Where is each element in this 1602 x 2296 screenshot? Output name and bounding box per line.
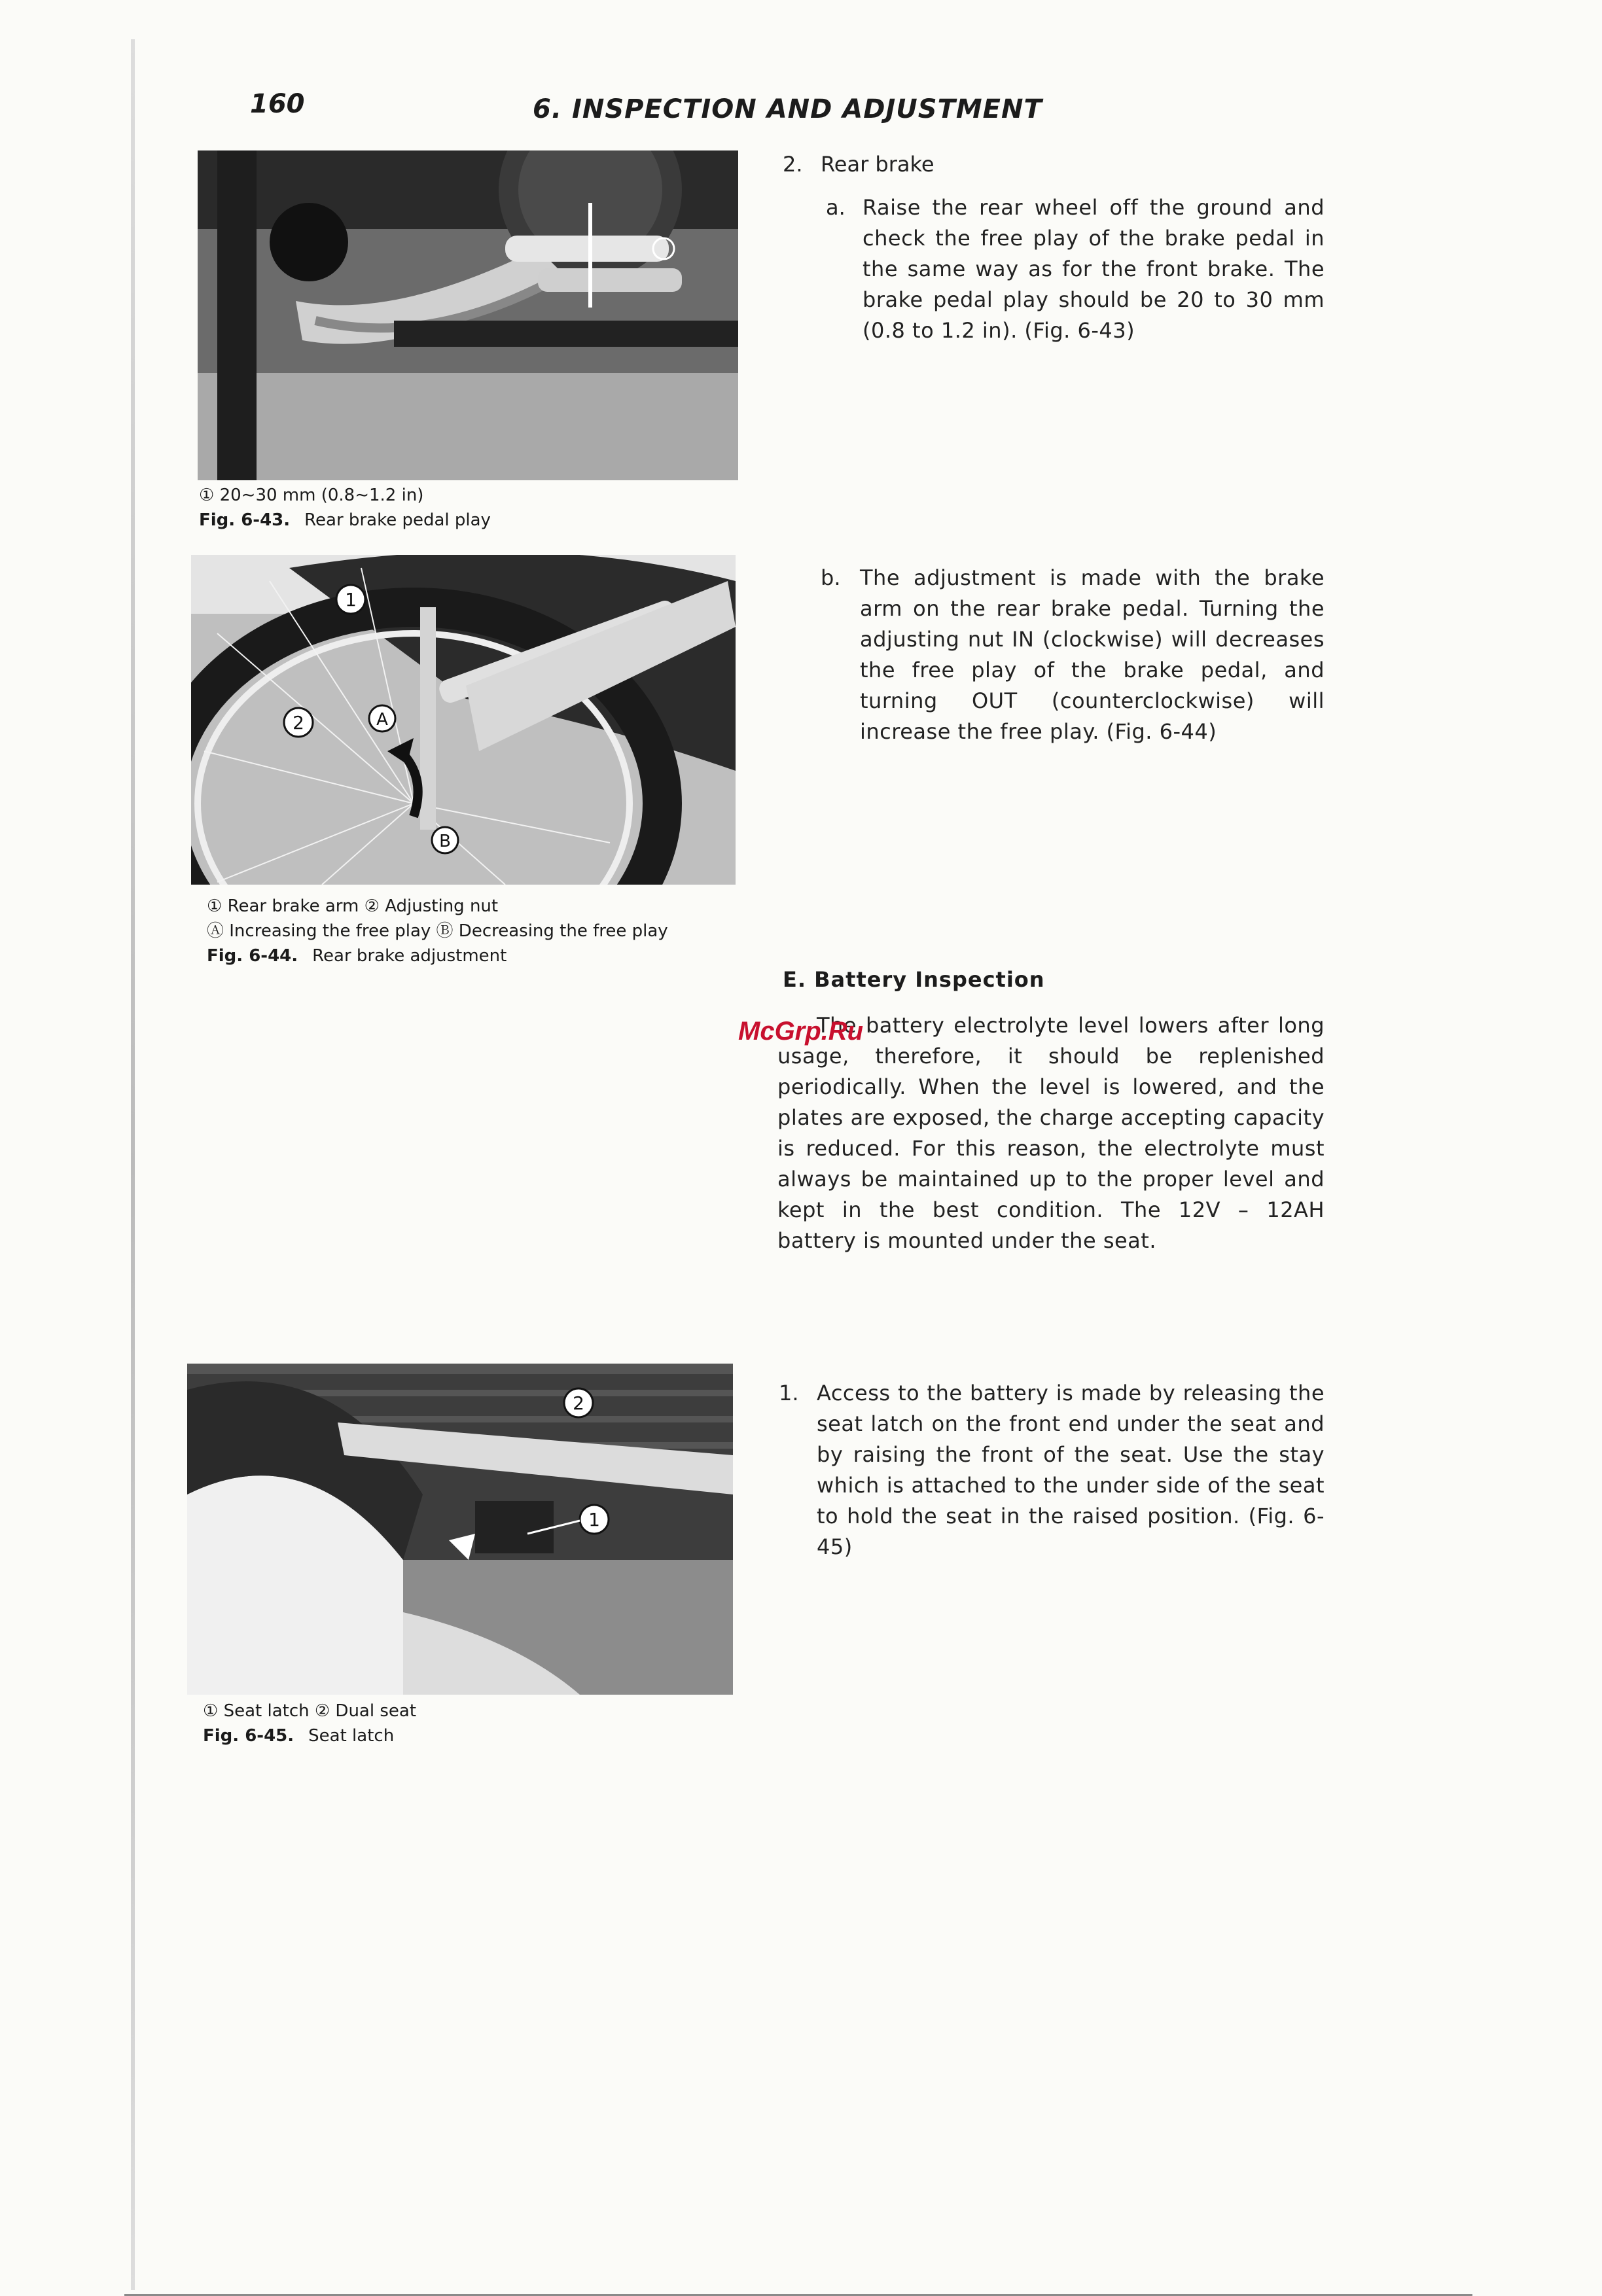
step-1-label: 1. (779, 1381, 799, 1405)
fig-6-43-title-line (199, 508, 491, 533)
fig-6-43-callouts: ① 20∼30 mm (0.8∼1.2 in) (199, 486, 424, 505)
watermark: McGrp.Ru (738, 1017, 864, 1046)
brake-adjustment-illustration (191, 555, 736, 885)
fig-6-44-marker-2: 2 (293, 712, 304, 733)
item-b-label: b. (821, 565, 841, 590)
fig-6-45-marker-2: 2 (573, 1392, 584, 1414)
step-1-text: Access to the battery is made by releasing the seat latch on the front end under the seat and by raising the front of the seat. Use the stay which is attached to the under side of the seat to hold the seat in the raised position. (Fig. 6-45) (817, 1381, 1325, 1559)
fig-6-43-photo (198, 150, 738, 480)
fig-6-45-title: Seat latch (308, 1726, 395, 1746)
page-number: 160 (250, 89, 305, 119)
fig-6-44-caption (207, 894, 668, 968)
battery-heading: E. Battery Inspection (783, 967, 1045, 992)
fig-6-43-label: Fig. 6-43. (199, 510, 291, 530)
fig-6-44-callouts-2: Ⓐ Increasing the free play Ⓑ Decreasing the free play (207, 921, 668, 941)
brake-pedal-illustration (198, 150, 738, 480)
battery-intro: The battery electrolyte level lowers after long usage, therefore, it should be replenished periodically. When the level is lowered, and the plates are exposed, the charge accepting capacity is reduced. For this reason, the electrolyte must always be maintained up to the proper level and kept in the best condition. The 12V – 12AH battery is mounted under the seat. (777, 1013, 1325, 1253)
fig-6-44-marker-1: 1 (345, 589, 357, 610)
fig-6-45-label: Fig. 6-45. (203, 1726, 294, 1746)
fig-6-45-photo (187, 1364, 733, 1695)
fig-6-44-callouts-1: ① Rear brake arm ② Adjusting nut (207, 896, 499, 916)
item-a-text: Raise the rear wheel off the ground and check the free play of the brake pedal in the same way as for the front brake. The brake pedal play should be 20 to 30 mm (0.8 to 1.2 in). (Fig. 6-43) (863, 195, 1325, 343)
fig-6-45-callouts: ① Seat latch ② Dual seat (203, 1701, 417, 1721)
fig-6-44-title: Rear brake adjustment (312, 946, 507, 966)
fig-6-45-title-line (203, 1723, 416, 1748)
fig-6-44-label: Fig. 6-44. (207, 946, 298, 966)
fig-6-44-marker-B: B (439, 832, 451, 851)
fig-6-44-photo (191, 555, 736, 885)
fig-6-45-caption (203, 1699, 416, 1748)
chapter-title: 6. INSPECTION AND ADJUSTMENT (533, 94, 1042, 124)
rear-brake-title: Rear brake (821, 152, 934, 177)
fig-6-44-marker-A: A (376, 710, 388, 730)
scan-left-edge (131, 39, 135, 2290)
rear-brake-number: 2. (783, 152, 803, 177)
item-b-text: The adjustment is made with the brake arm on the rear brake pedal. Turning the adjusting nut IN (clockwise) will decreases the free play of the brake pedal, and turning OUT (counterclockwise) will increase the free play. (Fig. 6-44) (860, 565, 1325, 744)
fig-6-43-caption (199, 483, 491, 533)
fig-6-43-title: Rear brake pedal play (304, 510, 491, 530)
item-a-label: a. (826, 195, 846, 220)
fig-6-45-marker-1: 1 (588, 1509, 600, 1530)
seat-latch-illustration (187, 1364, 733, 1695)
fig-6-44-title-line (207, 944, 668, 968)
